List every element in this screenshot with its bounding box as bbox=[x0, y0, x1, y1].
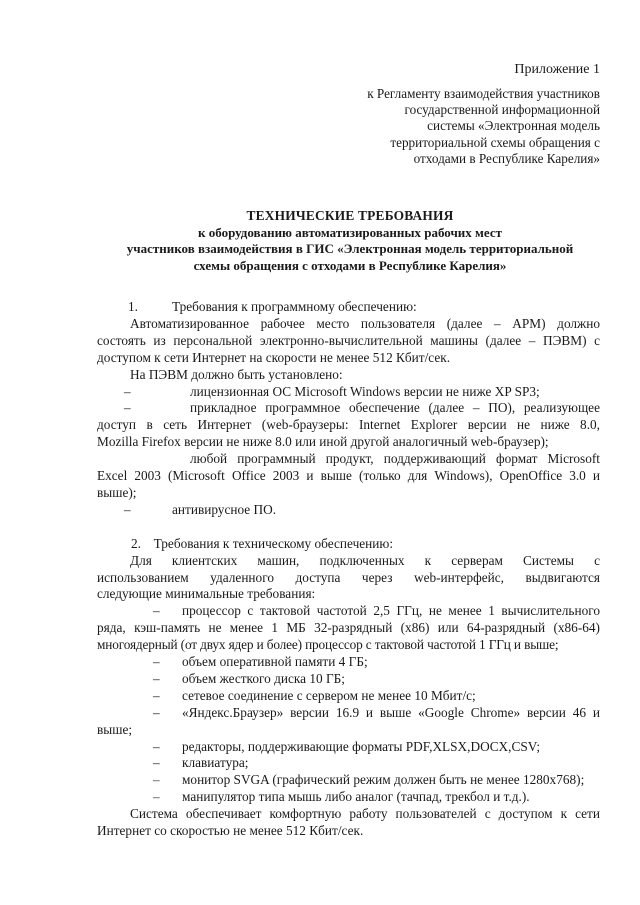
annex-line: к Регламенту взаимодействия участников bbox=[367, 86, 600, 101]
annex-line: отходами в Республике Карелия» bbox=[413, 150, 600, 166]
section-number: 1. bbox=[128, 299, 138, 314]
dash-marker: – bbox=[153, 772, 160, 788]
annex-line: системы «Электронная модель bbox=[427, 118, 600, 134]
title-subline: к оборудованию автоматизированных рабочих мест bbox=[198, 224, 502, 240]
dash-marker: – bbox=[153, 603, 160, 619]
list-item bbox=[97, 755, 600, 772]
document-title bbox=[80, 208, 620, 274]
paragraph-line: ряда, кэш-память не менее 1 МБ 32-разрядный (x86) или 64-разрядный (x86-64) bbox=[97, 620, 600, 636]
paragraph-line: Excel 2003 (Microsoft Office 2003 и выше (только для Windows), OpenOffice 3.0 и bbox=[97, 468, 600, 484]
annex-line: территориальной схемы обращения с bbox=[390, 134, 600, 150]
list-item-text: редакторы, поддерживающие форматы PDF,XLSX,DOCX,CSV; bbox=[182, 738, 541, 754]
document-body bbox=[97, 299, 600, 840]
dash-marker: – bbox=[124, 383, 131, 399]
section-number: 2. bbox=[131, 535, 141, 551]
list-item-text: объем жесткого диска 10 ГБ; bbox=[182, 670, 345, 686]
list-item-text: антивирусное ПО. bbox=[172, 501, 277, 517]
list-item-text: процессор с тактовой частотой 2,5 ГГц, не менее 1 вычислительного bbox=[182, 603, 600, 619]
list-item bbox=[97, 502, 600, 519]
annex-reference bbox=[300, 86, 600, 167]
paragraph-line: Автоматизированное рабочее место пользователя (далее – АРМ) должно bbox=[130, 315, 600, 331]
dash-marker: – bbox=[153, 670, 160, 686]
paragraph-line: Mozilla Firefox версии не ниже 8.0 или иной другой аналогичный web-браузер); bbox=[97, 434, 549, 450]
list-item-text: манипулятор типа мышь либо аналог (тачпад, трекбол и т.д.). bbox=[182, 789, 530, 805]
list-item bbox=[97, 671, 600, 688]
dash-marker: – bbox=[153, 789, 160, 805]
paragraph-line: выше); bbox=[97, 484, 137, 500]
list-item bbox=[97, 384, 600, 401]
list-item bbox=[97, 400, 600, 417]
list-item bbox=[97, 789, 600, 806]
list-item-text: сетевое соединение с сервером не менее 10 Мбит/с; bbox=[182, 687, 476, 703]
paragraph-line: доступом к сети Интернет на скорости не менее 512 Кбит/сек. bbox=[97, 349, 451, 365]
list-item-text: «Яндекс.Браузер» версии 16.9 и выше «Google Chrome» версии 46 и bbox=[182, 704, 600, 720]
dash-marker: – bbox=[153, 755, 160, 771]
list-item-text: лицензионная ОС Microsoft Windows версии не ниже XP SP3; bbox=[190, 383, 540, 399]
paragraph-line: доступ в сеть Интернет (web-браузеры: Internet Explorer версии не ниже 8.0, bbox=[97, 417, 600, 433]
section-heading-text: Требования к техническому обеспечению: bbox=[153, 535, 394, 551]
dash-marker: – bbox=[153, 738, 160, 754]
list-item-text: объем оперативной памяти 4 ГБ; bbox=[182, 654, 368, 670]
paragraph-line: На ПЭВМ должно быть установлено: bbox=[130, 366, 343, 382]
paragraph-line: состоять из персональной электронно-вычислительной машины (далее – ПЭВМ) с bbox=[97, 332, 600, 348]
title-main: ТЕХНИЧЕСКИЕ ТРЕБОВАНИЯ bbox=[246, 208, 454, 223]
title-subline: схемы обращения с отходами в Республике Карелия» bbox=[193, 257, 507, 273]
list-item-text: прикладное программное обеспечение (далее – ПО), реализующее bbox=[190, 400, 600, 416]
dash-marker: – bbox=[124, 400, 131, 416]
paragraph-line: выше; bbox=[97, 721, 133, 737]
paragraph-line: многоядерный (от двух ядер и более) процессор с тактовой частотой 1 ГГц и выше; bbox=[97, 637, 559, 653]
list-item-text: любой программный продукт, поддерживающий формат Microsoft bbox=[190, 451, 600, 467]
list-item bbox=[97, 705, 600, 722]
paragraph-line: Для клиентских машин, подключенных к серверам Системы с bbox=[130, 552, 600, 568]
section1-heading bbox=[97, 299, 600, 316]
annex-label: Приложение 1 bbox=[514, 62, 600, 77]
list-item-text: монитор SVGA (графический режим должен быть не менее 1280x768); bbox=[182, 772, 585, 788]
dash-marker: – bbox=[124, 501, 131, 517]
annex-line: государственной информационной bbox=[404, 102, 600, 118]
section2-heading bbox=[97, 536, 600, 553]
paragraph-line: следующие минимальные требования: bbox=[97, 586, 316, 602]
dash-marker: – bbox=[153, 687, 160, 703]
dash-marker: – bbox=[153, 654, 160, 670]
list-item bbox=[97, 739, 600, 756]
dash-marker: – bbox=[153, 704, 160, 720]
list-item-text: клавиатура; bbox=[182, 755, 249, 771]
paragraph-line: Интернет со скоростью не менее 512 Кбит/сек. bbox=[97, 823, 364, 839]
title-subline: участников взаимодействия в ГИС «Электронная модель территориальной bbox=[126, 241, 574, 257]
section-heading-text: Требования к программному обеспечению: bbox=[172, 299, 417, 314]
list-item bbox=[97, 688, 600, 705]
paragraph-line: Система обеспечивает комфортную работу пользователей с доступом к сети bbox=[130, 806, 600, 822]
list-item bbox=[97, 654, 600, 671]
list-item bbox=[97, 451, 600, 468]
list-item bbox=[97, 603, 600, 620]
list-item bbox=[97, 772, 600, 789]
paragraph-line: использованием удаленного доступа через web-интерфейс, выдвигаются bbox=[97, 569, 600, 585]
